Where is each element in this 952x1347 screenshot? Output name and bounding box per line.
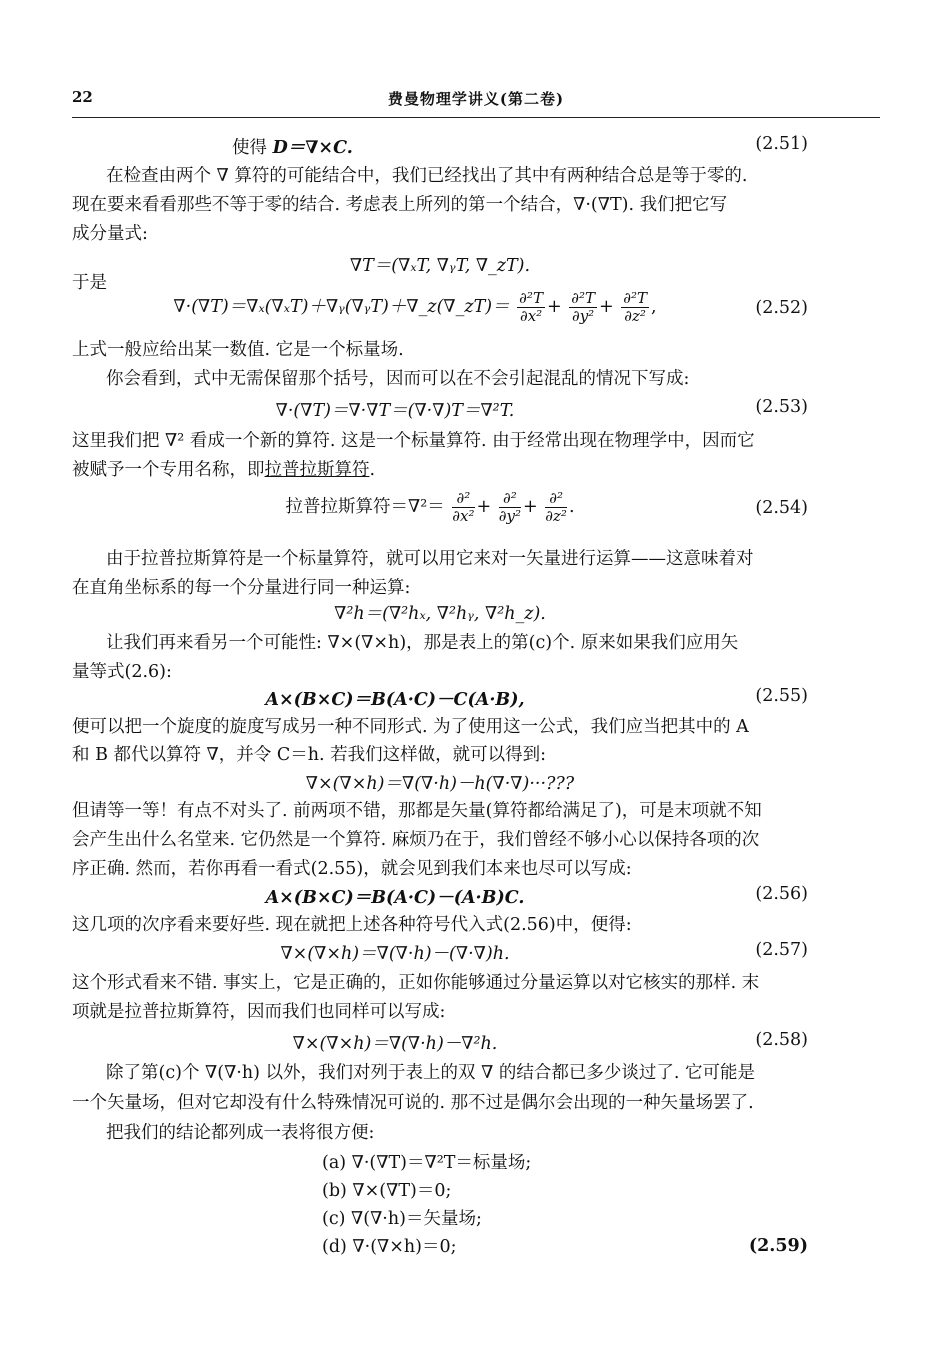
paragraph-line: 序正确. 然而，若你再看一看式(2.55)，就会见到我们本来也尽可以写成: bbox=[72, 859, 632, 879]
denominator: ∂z² bbox=[545, 507, 567, 525]
eq-tail: . bbox=[568, 497, 575, 517]
eq-number: (2.58) bbox=[755, 1030, 808, 1050]
fraction bbox=[569, 290, 597, 325]
paragraph-line bbox=[72, 457, 832, 483]
denominator: ∂x² bbox=[452, 507, 475, 525]
numerator: ∂² bbox=[545, 490, 567, 508]
paragraph-line: 在直角坐标系的每一个分量进行同一种运算: bbox=[72, 578, 411, 598]
numerator: ∂²T bbox=[519, 289, 543, 307]
denominator: ∂y² bbox=[571, 307, 595, 325]
eq-number: (2.56) bbox=[755, 884, 808, 904]
eq-formula: A×(B×C)＝B(A·C)－(A·B)C. bbox=[265, 888, 525, 908]
eq-tail: , bbox=[650, 297, 657, 317]
paragraph-line: 除了第(c)个 ∇(∇·h) 以外，我们对列于表上的双 ∇ 的结合都已多少谈过了. 它可能是 bbox=[106, 1063, 755, 1083]
summary-item: (a) ∇·(∇T)＝∇²T＝标量场; bbox=[322, 1153, 532, 1173]
paragraph-line: 量等式(2.6): bbox=[72, 662, 172, 682]
summary-item: (b) ∇×(∇T)＝0; bbox=[322, 1181, 452, 1201]
text-run: . bbox=[369, 460, 376, 480]
numerator: ∂² bbox=[499, 490, 521, 508]
fraction bbox=[452, 490, 474, 525]
eq-formula: ∇²h＝(∇²hₓ, ∇²hᵧ, ∇²h_z). bbox=[334, 604, 546, 624]
paragraph-line: 项就是拉普拉斯算符，因而我们也同样可以写成: bbox=[72, 1002, 446, 1022]
equation-2-58 bbox=[72, 1030, 808, 1060]
equation-2-59 bbox=[72, 1236, 808, 1266]
eq-formula: ∇×(∇×h)＝∇(∇·h)－∇²h. bbox=[292, 1034, 498, 1054]
fraction bbox=[499, 490, 521, 525]
paragraph-line: 这里我们把 ∇² 看成一个新的算符. 这是一个标量算符. 由于经常出现在物理学中，因而它 bbox=[72, 431, 755, 451]
numerator: ∂²T bbox=[623, 289, 647, 307]
paragraph-line: 和 B 都代以算符 ∇，并令 C＝h. 若我们这样做，就可以得到: bbox=[72, 745, 547, 765]
eq-formula: ∇×(∇×h)＝∇(∇·h)－(∇·∇)h. bbox=[280, 944, 510, 964]
paragraph-line: 上式一般应给出某一数值. 它是一个标量场. bbox=[72, 340, 404, 360]
numerator: ∂² bbox=[452, 490, 474, 508]
summary-item: (d) ∇·(∇×h)＝0; bbox=[322, 1237, 457, 1257]
eq-lhs: ∇·(∇T)＝∇ₓ(∇ₓT)＋∇ᵧ(∇ᵧT)＋∇_z(∇_zT)＝ bbox=[173, 297, 510, 317]
underlined-term: 拉普拉斯算符 bbox=[264, 460, 370, 480]
paragraph-line: 在检查由两个 ∇ 算符的可能结合中，我们已经找出了其中有两种结合总是等于零的. bbox=[106, 166, 748, 186]
numerator: ∂²T bbox=[571, 289, 595, 307]
equation-2-53 bbox=[72, 397, 808, 427]
denominator: ∂x² bbox=[519, 307, 543, 325]
page-header bbox=[72, 88, 880, 110]
eq-number: (2.51) bbox=[755, 134, 808, 154]
running-title: 费曼物理学讲义(第二卷) bbox=[387, 90, 565, 108]
paragraph-line: 现在要来看看那些不等于零的结合. 考虑表上所列的第一个结合，∇·(∇T). 我们把它写 bbox=[72, 195, 728, 215]
equation-2-52: ∇·(∇T)＝∇ₓ(∇ₓT)＋∇ᵧ(∇ᵧT)＋∇_z(∇_zT)＝ $\frac{\text{∂²T}}{\text{∂x²}}$ + $\frac{\text{∂²T}}{\text{∂y²}}$ + $\frac{\text{∂²T}}{\text{∂z²}}$ , (2.52) bbox=[173, 289, 808, 325]
equation-wrong-attempt bbox=[72, 770, 808, 800]
header-rule bbox=[72, 117, 880, 118]
paragraph-line: 会产生出什么名堂来. 它仍然是一个算符. 麻烦乃在于，我们曾经不够小心以保持各项的次 bbox=[72, 830, 760, 850]
eq-formula: ∇T＝(∇ₓT, ∇ᵧT, ∇_zT). bbox=[349, 256, 531, 276]
eq-formula: D＝∇×C. bbox=[272, 138, 353, 158]
paragraph-line: 由于拉普拉斯算符是一个标量算符，就可以用它来对一矢量进行运算——这意味着对 bbox=[106, 549, 754, 569]
equation-2-56 bbox=[72, 884, 808, 914]
eq-number: (2.53) bbox=[755, 397, 808, 417]
summary-item: (c) ∇(∇·h)＝矢量场; bbox=[322, 1209, 482, 1229]
text-run: 被赋予一个专用名称，即 bbox=[72, 460, 265, 480]
fraction bbox=[545, 490, 567, 525]
eq-formula: ∇×(∇×h)＝∇(∇·h)－h(∇·∇)···??? bbox=[305, 774, 575, 794]
eq-number: (2.52) bbox=[755, 298, 808, 318]
paragraph-line: 一个矢量场，但对它却没有什么特殊情况可说的. 那不过是偶尔会出现的一种矢量场罢了. bbox=[72, 1093, 754, 1113]
equation-2-54: 拉普拉斯算符＝∇²＝ $\frac{\text{∂²}}{\text{∂x²}}$ + $\frac{\text{∂²}}{\text{∂y²}}$ + $\frac{\text{∂²}}{\text{∂z²}}$ . (2.54) bbox=[285, 489, 808, 525]
paragraph-line: 让我们再来看另一个可能性: ∇×(∇×h)，那是表上的第(c)个. 原来如果我们应用矢 bbox=[106, 633, 739, 653]
fraction bbox=[517, 290, 545, 325]
equation-2-57 bbox=[72, 940, 808, 970]
equation-2-55 bbox=[72, 686, 808, 716]
eq-number: (2.59) bbox=[748, 1236, 808, 1256]
eq-number: (2.55) bbox=[755, 686, 808, 706]
paragraph-line: 你会看到，式中无需保留那个括号，因而可以在不会引起混乱的情况下写成: bbox=[106, 369, 690, 389]
fraction bbox=[621, 290, 649, 325]
eq-number: (2.54) bbox=[755, 498, 808, 518]
paragraph-line: 成分量式: bbox=[72, 224, 148, 244]
paragraph-line: 这几项的次序看来要好些. 现在就把上述各种符号代入式(2.56)中，便得: bbox=[72, 915, 632, 935]
denominator: ∂y² bbox=[498, 507, 522, 525]
equation-2-51 bbox=[72, 134, 808, 164]
paragraph-line: 于是 bbox=[72, 273, 107, 293]
paragraph-line: 但请等一等！有点不对头了. 前两项不错，那都是矢量(算符都给满足了)，可是末项就不知 bbox=[72, 801, 762, 821]
paragraph-line: 便可以把一个旋度的旋度写成另一种不同形式. 为了使用这一公式，我们应当把其中的 A bbox=[72, 717, 749, 737]
eq-lhs: 拉普拉斯算符＝∇²＝ bbox=[285, 497, 445, 517]
eq-text: 使得 bbox=[232, 138, 273, 158]
eq-formula: A×(B×C)＝B(A·C)－C(A·B), bbox=[265, 690, 525, 710]
paragraph-line: 把我们的结论都列成一表将很方便: bbox=[106, 1123, 375, 1143]
eq-number: (2.57) bbox=[755, 940, 808, 960]
equation-laplacian-h bbox=[72, 600, 808, 630]
page-number: 22 bbox=[72, 88, 93, 106]
eq-formula: ∇·(∇T)＝∇·∇T＝(∇·∇)T＝∇²T. bbox=[275, 401, 515, 421]
paragraph-line: 这个形式看来不错. 事实上，它是正确的，正如你能够通过分量运算以对它核实的那样. 末 bbox=[72, 973, 760, 993]
denominator: ∂z² bbox=[624, 307, 646, 325]
